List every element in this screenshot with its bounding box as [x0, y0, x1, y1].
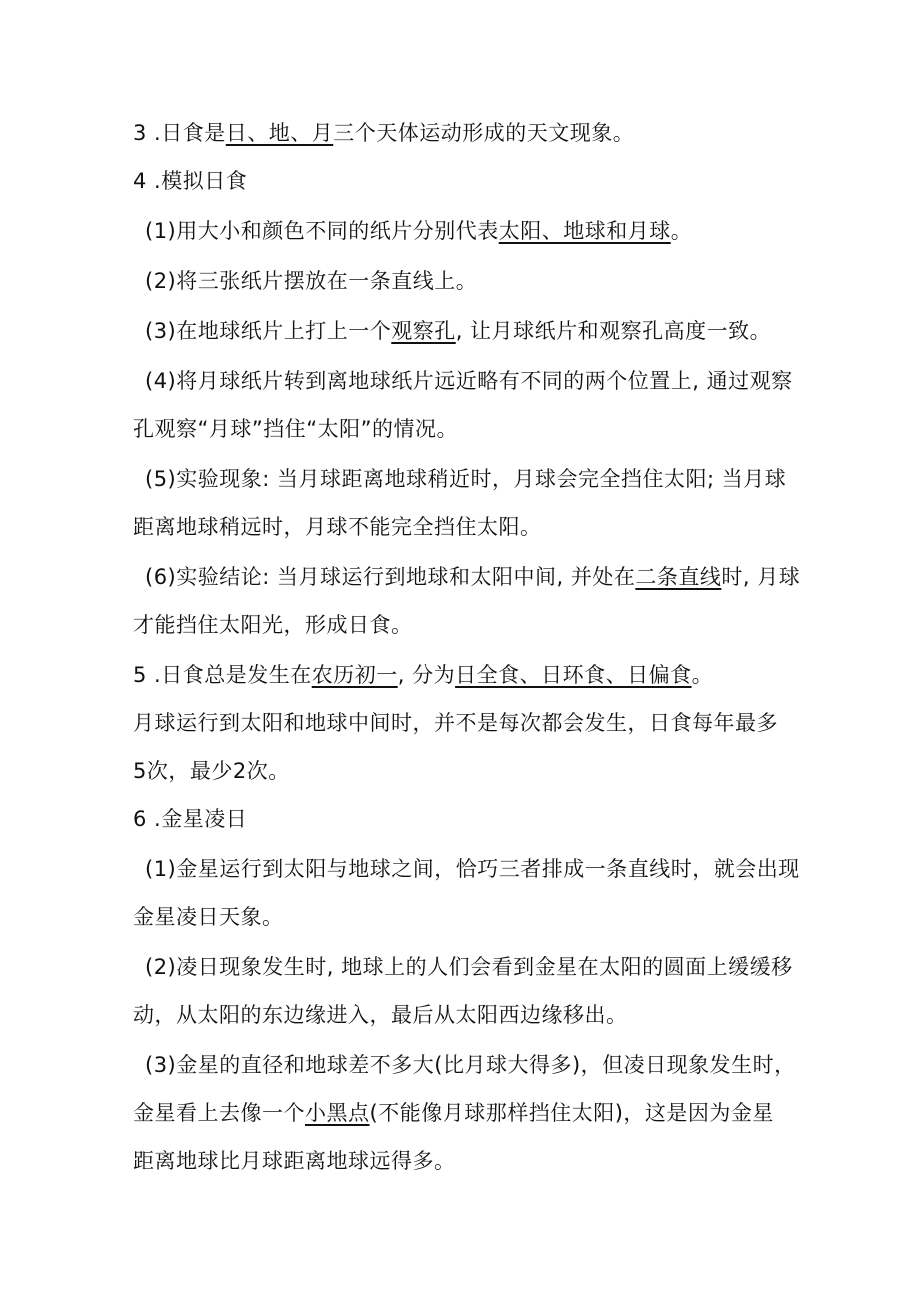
- item-4-heading: 4 .模拟日食: [133, 169, 248, 193]
- item-4-step-1-suffix: 。: [670, 219, 693, 243]
- item-3-underlined-answer: 日、地、月: [225, 121, 334, 145]
- item-6-heading: 6 .金星凌日: [133, 807, 248, 831]
- item-5-line-1: [133, 660, 803, 690]
- item-4-step-1: [145, 216, 815, 246]
- item-4-step-2: (2)将三张纸片摆放在一条直线上。: [145, 269, 478, 293]
- item-4-step-6-line-1: [145, 562, 815, 592]
- item-3-number: 3: [133, 121, 147, 145]
- item-6-step-3-line-2: [133, 1098, 803, 1128]
- item-6-step-3-line-1: (3)金星的直径和地球差不多大(比月球大得多)，但凌日现象发生时，: [145, 1053, 796, 1077]
- item-4-step-5-line-2: 距离地球稍远时，月球不能完全挡住太阳。: [133, 515, 542, 539]
- item-5-line-2: 月球运行到太阳和地球中间时，并不是每次都会发生，日食每年最多: [133, 711, 778, 735]
- item-4-step-5-line-1: (5)实验现象: 当月球距离地球稍近时，月球会完全挡住太阳; 当月球: [145, 467, 787, 491]
- item-5-underlined-answer-2: 日全食、日环食、日偏食: [455, 663, 692, 687]
- item-3-line: [133, 118, 803, 148]
- item-6-step-2-line-2: 动，从太阳的东边缘进入，最后从太阳西边缘移出。: [133, 1003, 628, 1027]
- item-6-step-1-line-1: (1)金星运行到太阳与地球之间，恰巧三者排成一条直线时，就会出现: [145, 857, 800, 881]
- item-6-step-3-prefix: 金星看上去像一个: [133, 1101, 305, 1125]
- item-3-suffix: 三个天体运动形成的天文现象。: [333, 121, 635, 145]
- item-6-step-3-suffix: (不能像月球那样挡住太阳)，这是因为金星: [369, 1101, 774, 1125]
- item-4-step-3: [145, 316, 815, 346]
- item-5-line-3: 5次，最少2次。: [133, 759, 290, 783]
- item-4-step-1-underlined-answer: 太阳、地球和月球: [498, 219, 671, 243]
- item-4-step-6-suffix: 时, 月球: [721, 565, 801, 589]
- item-4-step-6-underlined-answer: 二条直线: [635, 565, 722, 589]
- item-5-mid: , 分为: [397, 663, 456, 687]
- item-3-prefix: .日食是: [146, 121, 226, 145]
- item-4-step-4-line-2: 孔观察“月球”挡住“太阳”的情况。: [133, 417, 459, 441]
- item-6-step-3-underlined-answer: 小黑点: [305, 1101, 370, 1125]
- item-4-step-1-prefix: (1)用大小和颜色不同的纸片分别代表: [145, 219, 499, 243]
- item-4-step-4-line-1: (4)将月球纸片转到离地球纸片远近略有不同的两个位置上, 通过观察: [145, 369, 793, 393]
- item-5-underlined-answer-1: 农历初一: [311, 663, 398, 687]
- item-6-step-3-line-3: 距离地球比月球距离地球远得多。: [133, 1149, 456, 1173]
- item-4-step-6-prefix: (6)实验结论: 当月球运行到地球和太阳中间, 并处在: [145, 565, 636, 589]
- item-4-step-3-prefix: (3)在地球纸片上打上一个: [145, 319, 392, 343]
- item-6-step-2-line-1: (2)凌日现象发生时, 地球上的人们会看到金星在太阳的圆面上缓缓移: [145, 955, 793, 979]
- item-6-step-1-line-2: 金星凌日天象。: [133, 905, 284, 929]
- item-4-step-3-underlined-answer: 观察孔: [391, 319, 456, 343]
- item-4-step-6-line-2: 才能挡住太阳光，形成日食。: [133, 613, 413, 637]
- item-4-step-3-suffix: , 让月球纸片和观察孔高度一致。: [455, 319, 772, 343]
- item-5-suffix: 。: [691, 663, 714, 687]
- item-5-prefix: 5 .日食总是发生在: [133, 663, 312, 687]
